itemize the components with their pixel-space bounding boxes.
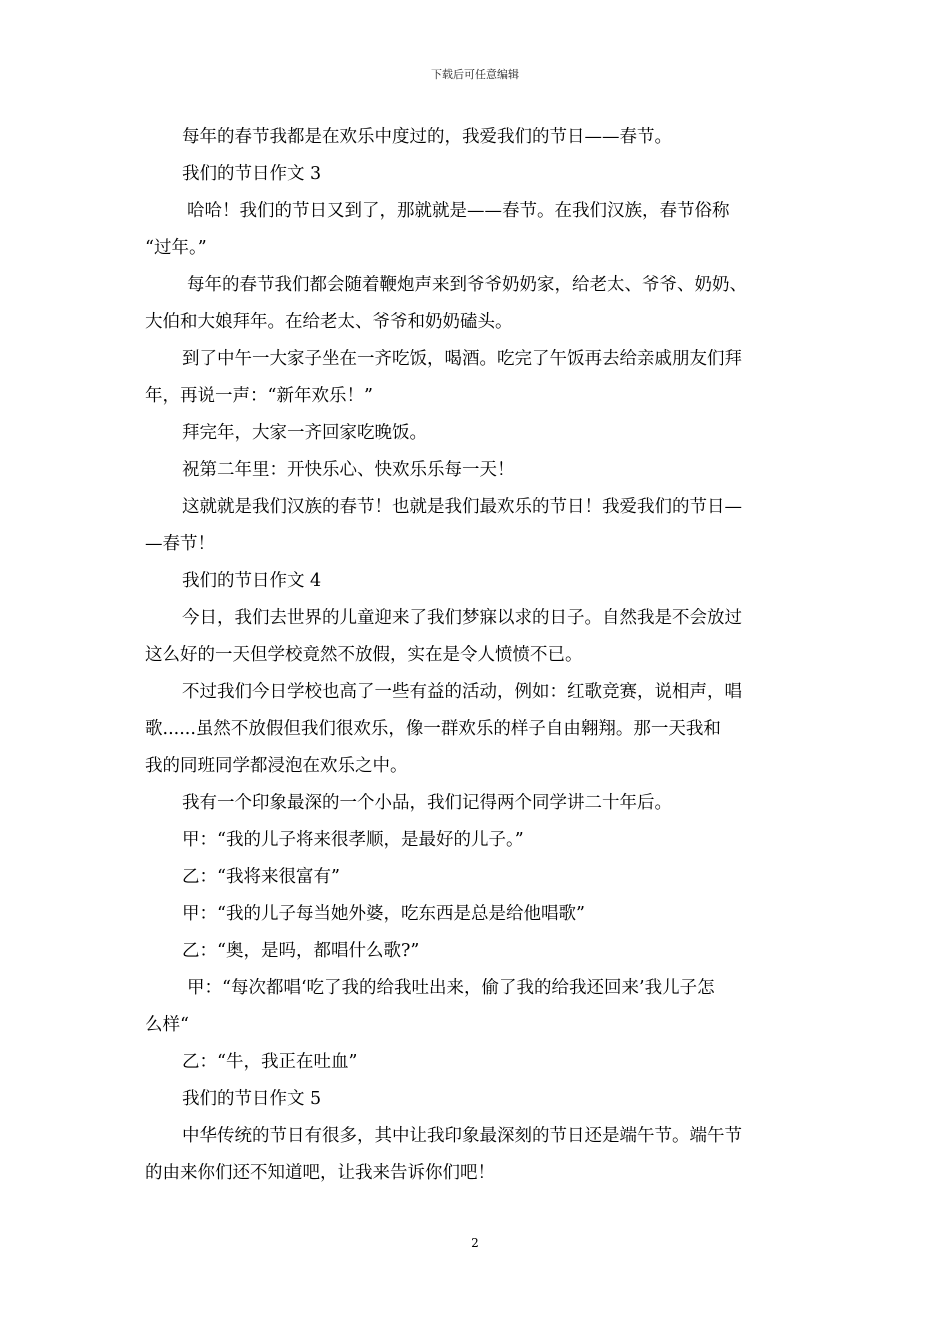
text-line: 每年的春节我们都会随着鞭炮声来到爷爷奶奶家，给老太、爷爷、奶奶、 xyxy=(187,275,747,295)
text-line: 每年的春节我都是在欢乐中度过的，我爱我们的节日——春节。 xyxy=(182,127,672,147)
text-line: 么样“ xyxy=(145,1015,189,1035)
text-line: 甲：“我的儿子每当她外婆，吃东西是总是给他唱歌” xyxy=(182,904,585,924)
text-line: 甲：“每次都唱‘吃了我的给我吐出来，偷了我的给我还回来’我儿子怎 xyxy=(187,978,715,998)
text-line: 的由来你们还不知道吧，让我来告诉你们吧！ xyxy=(145,1163,495,1183)
page-number: 2 xyxy=(471,1236,479,1250)
text-line: 我有一个印象最深的一个小品，我们记得两个同学讲二十年后。 xyxy=(182,793,672,813)
text-line: 不过我们今日学校也高了一些有益的活动，例如：红歌竞赛，说相声，唱 xyxy=(182,682,742,702)
page-header: 下载后可任意编辑 xyxy=(431,68,519,81)
text-line: 年，再说一声：“新年欢乐！” xyxy=(145,386,373,406)
text-line: 今日，我们去世界的儿童迎来了我们梦寐以求的日子。自然我是不会放过 xyxy=(182,608,742,628)
text-line: 歌......虽然不放假但我们很欢乐，像一群欢乐的样子自由翱翔。那一天我和 xyxy=(145,719,721,739)
text-line: 拜完年，大家一齐回家吃晚饭。 xyxy=(182,423,427,443)
text-line: 哈哈！我们的节日又到了，那就就是——春节。在我们汉族，春节俗称 xyxy=(187,201,730,221)
text-line: 甲：“我的儿子将来很孝顺，是最好的儿子。” xyxy=(182,830,524,850)
text-line: 乙：“牛，我正在吐血” xyxy=(182,1052,358,1072)
text-line: 我的同班同学都浸泡在欢乐之中。 xyxy=(145,756,408,776)
text-line: 我们的节日作文 4 xyxy=(182,571,322,591)
text-line: “过年。” xyxy=(145,238,207,258)
text-line: 祝第二年里：开快乐心、快欢乐乐每一天！ xyxy=(182,460,515,480)
text-line: 大伯和大娘拜年。在给老太、爷爷和奶奶磕头。 xyxy=(145,312,513,332)
text-line: 乙：“我将来很富有” xyxy=(182,867,340,887)
text-line: 我们的节日作文 3 xyxy=(182,164,322,184)
text-line: 中华传统的节日有很多，其中让我印象最深刻的节日还是端午节。端午节 xyxy=(182,1126,742,1146)
text-line: 乙：“奥，是吗，都唱什么歌?” xyxy=(182,941,420,961)
text-line: 这就就是我们汉族的春节！也就是我们最欢乐的节日！我爱我们的节日— xyxy=(182,497,742,517)
text-line: 这么好的一天但学校竟然不放假，实在是令人愤愤不已。 xyxy=(145,645,583,665)
document-body xyxy=(145,124,807,1197)
text-line: 我们的节日作文 5 xyxy=(182,1089,322,1109)
text-line: 到了中午一大家子坐在一齐吃饭，喝酒。吃完了午饭再去给亲戚朋友们拜 xyxy=(182,349,742,369)
text-line: —春节！ xyxy=(145,534,215,554)
